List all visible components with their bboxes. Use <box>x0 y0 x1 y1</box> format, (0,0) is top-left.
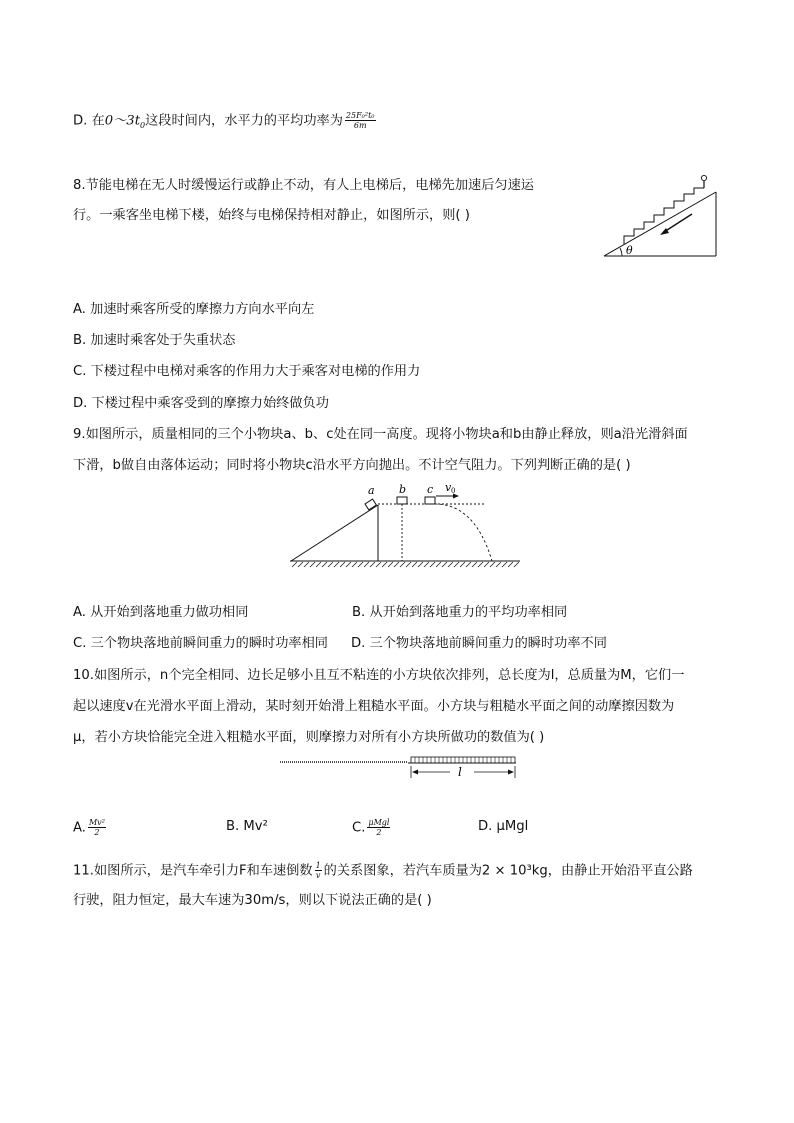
block-a <box>365 499 376 510</box>
q11-stem-numerator: 1 <box>315 861 321 870</box>
ground-hatching <box>292 562 519 567</box>
block-c <box>425 497 435 504</box>
label-c: c <box>427 483 434 496</box>
q9-stem-line1: 9.如图所示，质量相同的三个小物块a、b、c处在同一高度。现将小物块a和b由静止释放，则a沿光滑斜面 <box>73 427 688 442</box>
q10-option-a-denominator: 2 <box>94 828 100 837</box>
q10-option-c[interactable] <box>352 818 392 838</box>
q8-option-a[interactable]: A. 加速时乘客所受的摩擦力方向水平向左 <box>73 302 315 317</box>
q11-stem-line2: 行驶，阻力恒定，最大车速为30m/s，则以下说法正确的是( ) <box>73 893 432 908</box>
q10-option-a-fraction <box>88 818 106 837</box>
q7-option-d[interactable] <box>73 111 378 135</box>
q10-option-a-prefix: A. <box>73 820 86 836</box>
length-arrow-left-icon <box>412 770 418 775</box>
projectile-path <box>435 504 492 561</box>
q7-option-d-numerator: 25F₀²t₀ <box>345 111 375 120</box>
q10-stem-line2: 起以速度v在光滑水平面上滑动，某时刻开始滑上粗糙水平面。小方块与粗糙水平面之间的动摩擦因数为 <box>73 699 675 714</box>
q11-stem-text-a: 11.如图所示，是汽车牵引力F和车速倒数 <box>73 863 313 879</box>
label-b: b <box>399 483 407 496</box>
q8-option-b[interactable]: B. 加速时乘客处于失重状态 <box>73 333 236 348</box>
length-label: l <box>458 765 462 779</box>
q10-option-c-denominator: 2 <box>376 828 382 837</box>
q10-option-d[interactable]: D. μMgl <box>478 819 529 834</box>
label-a: a <box>368 484 375 497</box>
projectile-figure <box>285 478 525 576</box>
q8-option-d[interactable]: D. 下楼过程中乘客受到的摩擦力始终做负功 <box>73 396 329 411</box>
length-arrow-right-icon <box>508 770 514 775</box>
q11-stem-text-b: 的关系图象，若汽车质量为2 × 10³kg，由静止开始沿平直公路 <box>323 863 693 879</box>
q7-option-d-fraction <box>345 111 376 130</box>
q9-option-d[interactable]: D. 三个物块落地前瞬间重力的瞬时功率不同 <box>351 636 607 651</box>
q10-option-a-numerator: Mv² <box>88 818 105 827</box>
q7-option-d-range-sub: 0 <box>140 121 146 131</box>
incline-surface <box>291 505 378 561</box>
escalator-angle-label: θ <box>626 244 633 257</box>
escalator-steps <box>624 188 704 244</box>
q11-stem-denominator: v <box>315 871 321 880</box>
label-v: v <box>445 481 452 494</box>
q9-option-b[interactable]: B. 从开始到落地重力的平均功率相同 <box>352 605 568 620</box>
q9-stem-line2: 下滑，b做自由落体运动；同时将小物块c沿水平方向抛出。不计空气阻力。下列判断正确的是( ) <box>73 458 631 473</box>
escalator-direction-arrow <box>664 214 692 232</box>
q10-option-c-prefix: C. <box>352 820 366 836</box>
q8-option-c[interactable]: C. 下楼过程中电梯对乘客的作用力大于乘客对电梯的作用力 <box>73 364 421 379</box>
q10-option-b[interactable]: B. Mv² <box>226 819 268 834</box>
q10-option-c-fraction <box>367 818 390 837</box>
q7-option-d-denominator: 6m <box>353 121 367 130</box>
q7-option-d-range: 0～3t <box>104 113 141 129</box>
escalator-figure <box>600 172 720 262</box>
blocks-figure <box>278 756 518 782</box>
q10-stem-line1: 10.如图所示，n个完全相同、边长足够小且互不粘连的小方块依次排列，总长度为l，总质量为M，它们一 <box>73 668 685 683</box>
q9-option-a[interactable]: A. 从开始到落地重力做功相同 <box>73 605 249 620</box>
q7-option-d-prefix: D. 在 <box>73 113 105 129</box>
block-b <box>397 497 407 504</box>
q10-option-a[interactable] <box>73 818 108 838</box>
q11-stem-fraction <box>315 861 322 880</box>
q9-option-c[interactable]: C. 三个物块落地前瞬间重力的瞬时功率相同 <box>73 636 328 651</box>
q8-stem-line2: 行。一乘客坐电梯下楼，始终与电梯保持相对静止，如图所示，则( ) <box>73 208 470 223</box>
label-v-sub: 0 <box>451 487 456 495</box>
q7-option-d-mid: 这段时间内，水平力的平均功率为 <box>145 113 343 129</box>
person-head <box>701 175 706 180</box>
q11-stem-line1 <box>73 861 693 881</box>
q8-stem-line1: 8.节能电梯在无人时缓慢运行或静止不动，有人上电梯后，电梯先加速后匀速运 <box>73 178 534 193</box>
q10-stem-line3: μ，若小方块恰能完全进入粗糙水平面，则摩擦力对所有小方块所做功的数值为( ) <box>73 730 545 745</box>
q10-option-c-numerator: μMgl <box>368 818 390 827</box>
